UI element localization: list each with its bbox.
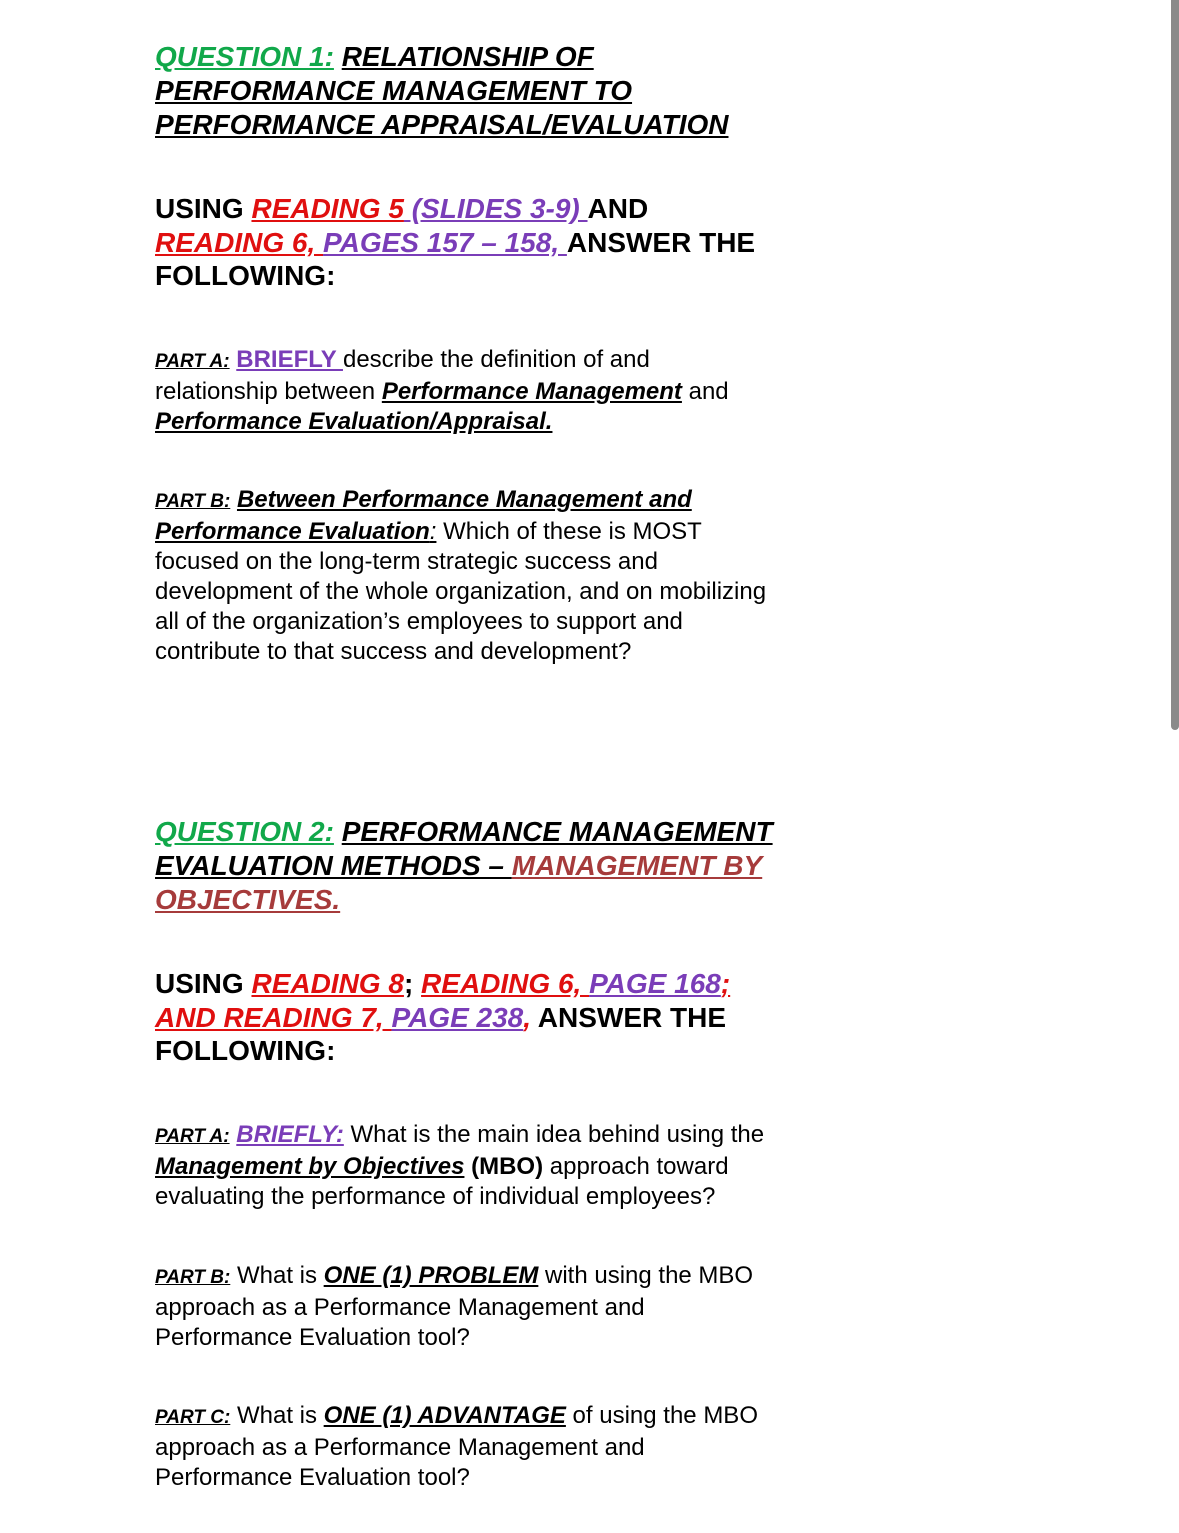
q2-answer: ANSWER THE bbox=[531, 1001, 726, 1033]
q1-pages: PAGES 157 – 158, bbox=[323, 226, 567, 258]
q2-part-b-text4: Performance Evaluation tool? bbox=[155, 1324, 470, 1351]
q1-part-b-text4: all of the organization’s employees to support and bbox=[155, 608, 683, 635]
q2-using-prefix: USING bbox=[155, 968, 252, 999]
q2-part-a-text2: approach toward bbox=[543, 1153, 729, 1180]
q2-sep1: ; bbox=[403, 968, 422, 999]
q2-page238: PAGE 238 bbox=[391, 1001, 524, 1033]
q1-part-a-briefly: BRIEFLY bbox=[236, 346, 343, 373]
q1-reading5: READING 5 bbox=[251, 193, 404, 224]
q1-instructions bbox=[155, 192, 755, 293]
q2-part-a-tag: PART A: bbox=[155, 1126, 230, 1147]
q2-instructions bbox=[155, 967, 730, 1068]
q2-page168: PAGE 168 bbox=[589, 968, 721, 999]
q1-part-a bbox=[155, 345, 729, 437]
q2-part-c bbox=[155, 1401, 758, 1493]
q2-title-line3: OBJECTIVES. bbox=[155, 884, 341, 915]
q2-part-b-tag: PART B: bbox=[155, 1267, 231, 1288]
q2-part-b bbox=[155, 1261, 753, 1353]
q1-title-line1: RELATIONSHIP OF bbox=[341, 41, 594, 72]
q2-part-a-text3: evaluating the performance of individual employees? bbox=[155, 1183, 716, 1210]
q2-heading bbox=[155, 815, 773, 917]
q2-part-b-text2: with using the MBO bbox=[538, 1262, 754, 1289]
q1-part-a-text2: relationship between bbox=[155, 378, 382, 405]
q2-following: FOLLOWING: bbox=[155, 1035, 336, 1066]
q2-reading8: READING 8 bbox=[251, 968, 404, 999]
q2-part-c-text4: Performance Evaluation tool? bbox=[155, 1464, 470, 1491]
q1-part-b-heading2: Performance Evaluation bbox=[155, 518, 430, 545]
q2-semicolon: ; bbox=[720, 968, 731, 999]
q2-part-a-term: Management by Objectives bbox=[155, 1153, 465, 1180]
q1-part-a-tag: PART A: bbox=[155, 351, 230, 372]
q1-part-a-term2: Performance Evaluation/Appraisal. bbox=[155, 408, 553, 435]
q2-part-c-text3: approach as a Performance Management and bbox=[155, 1434, 645, 1461]
q2-part-a-abbr: (MBO) bbox=[464, 1153, 544, 1180]
q1-part-a-and: and bbox=[681, 378, 729, 405]
q2-part-a-text1: What is the main idea behind using the bbox=[343, 1121, 765, 1148]
q1-part-b bbox=[155, 485, 766, 667]
q1-part-a-text1: describe the definition of and bbox=[342, 346, 650, 373]
q1-title-line3: PERFORMANCE APPRAISAL/EVALUATION bbox=[155, 109, 729, 140]
q2-part-a bbox=[155, 1120, 764, 1212]
q2-part-b-text1: What is bbox=[230, 1262, 324, 1289]
q1-slides: (SLIDES 3-9) bbox=[403, 193, 588, 224]
q2-part-c-advantage: ONE (1) ADVANTAGE bbox=[323, 1402, 566, 1429]
q2-comma: , bbox=[523, 1001, 532, 1033]
q2-title-line2a: EVALUATION METHODS – bbox=[155, 850, 512, 881]
q1-part-b-text5: contribute to that success and development? bbox=[155, 638, 632, 665]
q2-part-b-text3: approach as a Performance Management and bbox=[155, 1294, 645, 1321]
q1-title-line2: PERFORMANCE MANAGEMENT TO bbox=[155, 75, 633, 106]
q2-part-c-tag: PART C: bbox=[155, 1407, 231, 1428]
q1-following: FOLLOWING: bbox=[155, 260, 336, 291]
q2-reading6: READING 6, bbox=[421, 968, 590, 999]
q1-part-b-text3: development of the whole organization, and on mobilizing bbox=[155, 578, 767, 605]
q2-part-c-text1: What is bbox=[230, 1402, 324, 1429]
vertical-scrollbar[interactable] bbox=[1171, 0, 1179, 730]
q2-title-line2b: MANAGEMENT BY bbox=[511, 850, 763, 881]
q1-label: QUESTION 1: bbox=[155, 41, 334, 72]
q1-using-prefix: USING bbox=[155, 193, 252, 224]
q2-label: QUESTION 2: bbox=[155, 816, 334, 847]
q1-answer: ANSWER THE bbox=[566, 226, 756, 258]
q1-part-a-term1: Performance Management bbox=[381, 378, 682, 405]
q1-part-b-text1: Which of these is MOST bbox=[436, 518, 702, 545]
q2-part-a-briefly: BRIEFLY: bbox=[236, 1121, 344, 1148]
q1-reading6: READING 6, bbox=[155, 226, 324, 258]
q1-part-b-colon: : bbox=[429, 518, 437, 545]
q1-part-b-heading1: Between Performance Management and bbox=[236, 486, 692, 513]
q2-title-line1: PERFORMANCE MANAGEMENT bbox=[341, 816, 773, 847]
q2-part-c-text2: of using the MBO bbox=[565, 1402, 758, 1429]
q1-part-b-text2: focused on the long-term strategic success and bbox=[155, 548, 658, 575]
q1-and: AND bbox=[587, 193, 649, 224]
q1-heading bbox=[155, 40, 729, 142]
q2-part-b-problem: ONE (1) PROBLEM bbox=[323, 1262, 539, 1289]
q2-and-reading7: AND READING 7, bbox=[155, 1001, 392, 1033]
q1-part-b-tag: PART B: bbox=[155, 491, 231, 512]
